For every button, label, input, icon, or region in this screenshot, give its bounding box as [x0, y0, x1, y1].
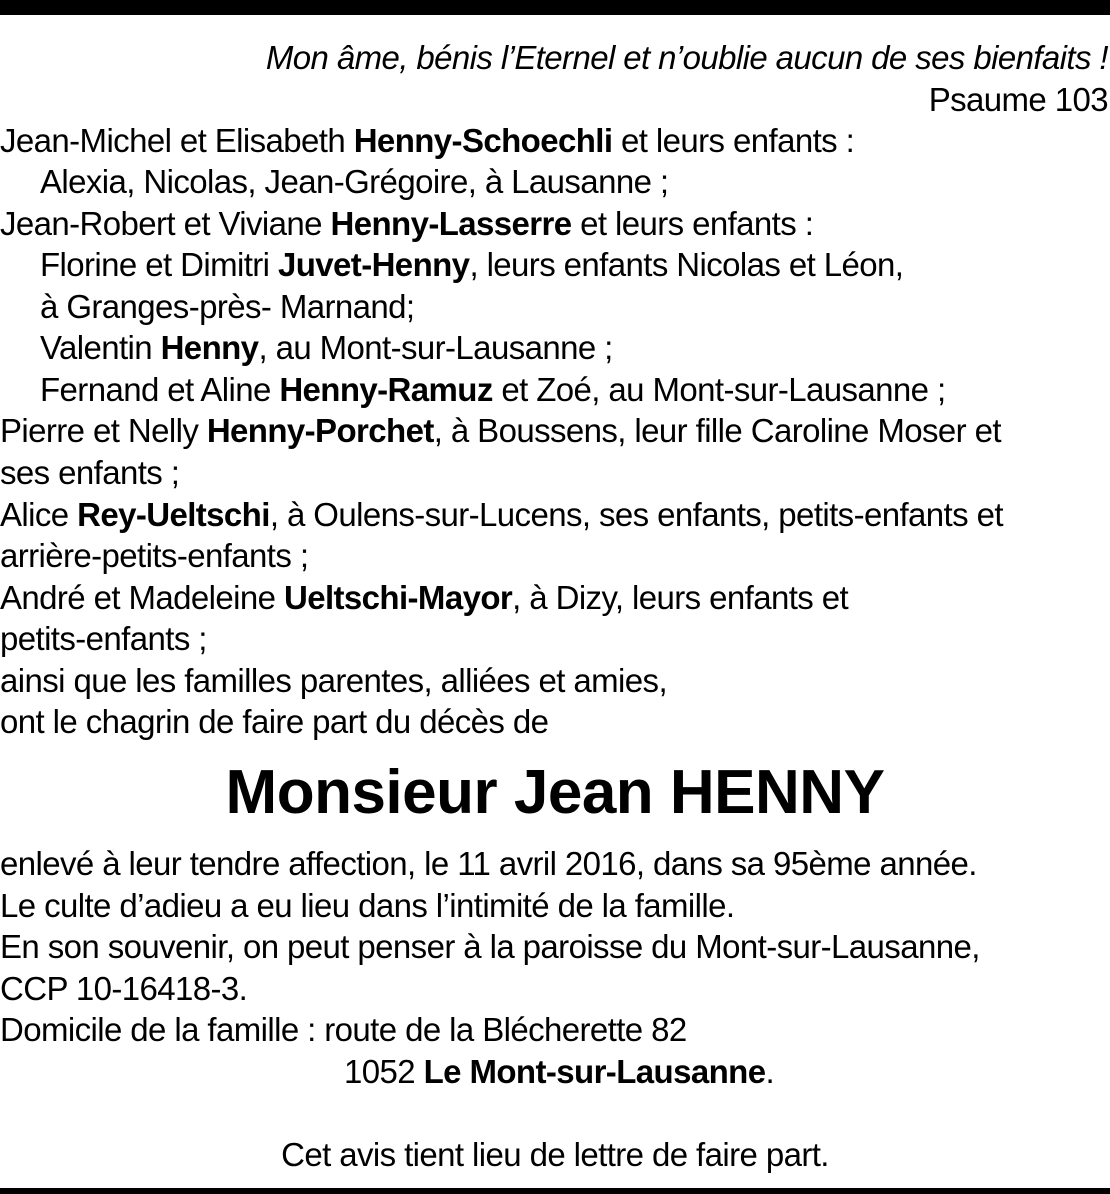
detail-line-3: En son souvenir, on peut penser à la paroisse du Mont-sur-Lausanne, — [0, 928, 980, 965]
address-town: Le Mont-sur-Lausanne — [423, 1053, 766, 1090]
family-name-7: Henny-Ramuz — [279, 371, 493, 408]
family-line-4-text: Florine et Dimitri — [40, 246, 278, 283]
family-line-4-suffix: , leurs enfants Nicolas et Léon, — [469, 246, 904, 283]
family-line-6-text: Valentin — [40, 329, 161, 366]
family-line-12 — [0, 578, 848, 618]
psalm-verse: Mon âme, bénis l’Eternel et n’oublie aucun de ses bienfaits ! — [265, 39, 1108, 76]
family-line-14: ainsi que les familles parentes, alliées et amies, — [0, 662, 668, 699]
family-line-1-suffix: et leurs enfants : — [612, 122, 855, 159]
address-postcode: 1052 — [344, 1053, 424, 1090]
family-line-6-suffix: , au Mont-sur-Lausanne ; — [258, 329, 613, 366]
family-line-8 — [0, 411, 1001, 451]
detail-line-4: CCP 10-16418-3. — [0, 970, 248, 1007]
family-name-3: Henny-Lasserre — [330, 205, 572, 242]
family-line-10-text: Alice — [0, 496, 78, 533]
announcement-line: ont le chagrin de faire part du décès de — [0, 703, 549, 740]
family-line-1-text: Jean-Michel et Elisabeth — [0, 122, 354, 159]
family-line-13: petits-enfants ; — [0, 620, 207, 657]
family-line-5: à Granges-près- Marnand; — [40, 288, 415, 325]
family-name-12: Ueltschi-Mayor — [283, 579, 513, 616]
address-locality-line — [344, 1052, 774, 1092]
family-name-4: Juvet-Henny — [277, 246, 470, 283]
family-line-10-suffix: , à Oulens-sur-Lucens, ses enfants, petits-enfants et — [269, 496, 1003, 533]
family-name-1: Henny-Schoechli — [353, 122, 613, 159]
family-name-8: Henny-Porchet — [206, 412, 434, 449]
family-line-3-text: Jean-Robert et Viviane — [0, 205, 331, 242]
family-line-3-suffix: et leurs enfants : — [571, 205, 814, 242]
top-border-rule — [0, 0, 1110, 15]
family-line-11: arrière-petits-enfants ; — [0, 537, 309, 574]
psalm-reference: Psaume 103 — [928, 81, 1108, 118]
detail-line-2: Le culte d’adieu a eu lieu dans l’intimité de la famille. — [0, 887, 735, 924]
family-line-8-text: Pierre et Nelly — [0, 412, 207, 449]
family-line-9: ses enfants ; — [0, 454, 180, 491]
address-period: . — [765, 1053, 775, 1090]
family-line-7-suffix: et Zoé, au Mont-sur-Lausanne ; — [492, 371, 946, 408]
family-line-8-suffix: , à Boussens, leur fille Caroline Moser et — [433, 412, 1001, 449]
family-line-12-text: André et Madeleine — [0, 579, 284, 616]
bottom-border-rule — [0, 1188, 1110, 1194]
family-line-12-suffix: , à Dizy, leurs enfants et — [512, 579, 849, 616]
family-line-3 — [0, 204, 813, 244]
footer-note: Cet avis tient lieu de lettre de faire part. — [281, 1136, 829, 1173]
family-line-7-text: Fernand et Aline — [40, 371, 280, 408]
family-name-6: Henny — [160, 329, 259, 366]
detail-line-1: enlevé à leur tendre affection, le 11 avril 2016, dans sa 95ème année. — [0, 845, 977, 882]
family-line-4 — [40, 245, 903, 285]
family-line-6 — [40, 328, 613, 368]
family-line-1 — [0, 121, 854, 161]
family-line-10 — [0, 495, 1003, 535]
detail-line-5: Domicile de la famille : route de la Blécherette 82 — [0, 1011, 687, 1048]
family-line-7 — [40, 370, 946, 410]
family-name-10: Rey-Ueltschi — [77, 496, 270, 533]
family-line-2: Alexia, Nicolas, Jean-Grégoire, à Lausanne ; — [40, 163, 669, 200]
deceased-name-heading: Monsieur Jean HENNY — [225, 758, 885, 827]
